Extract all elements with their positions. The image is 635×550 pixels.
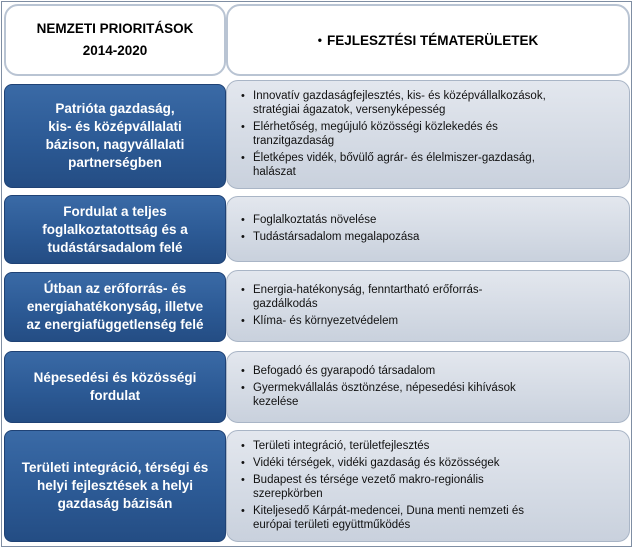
- priority-box: Népesedési és közösségi fordulat: [4, 351, 226, 423]
- topic-item: • Területi integráció, területfejlesztés: [241, 439, 430, 452]
- header-priorities: [4, 4, 226, 76]
- priority-box: Területi integráció, térségi és helyi fejlesztések a helyi gazdaság bázisán: [4, 430, 226, 542]
- header-topics: [226, 4, 630, 76]
- header-priorities-period: 2014-2020: [82, 43, 148, 58]
- topic-item: • Befogadó és gyarapodó társadalom: [241, 364, 436, 377]
- topic-item: • Gyermekvállalás ösztönzése, népesedési kihívások kezelése: [241, 381, 516, 408]
- topic-item: • Foglalkoztatás növelése: [241, 213, 377, 226]
- topic-item: • Klíma- és környezetvédelem: [241, 314, 399, 327]
- priority-box: Fordulat a teljes foglalkoztatottság és a tudástársadalom felé: [4, 195, 226, 264]
- topic-box: [226, 80, 630, 189]
- topic-box: [226, 351, 630, 423]
- topic-box: [226, 270, 630, 342]
- topic-item: • Elérhetőség, megújuló közösségi közlekedés és tranzitgazdaság: [241, 120, 498, 147]
- header-priorities-title: NEMZETI PRIORITÁSOK: [36, 21, 194, 36]
- header-bullet: •: [317, 33, 322, 47]
- header-topics-title: FEJLESZTÉSI TÉMATERÜLETEK: [326, 32, 539, 48]
- topic-box: [226, 430, 630, 542]
- topic-item: • Életképes vidék, bővülő agrár- és élelmiszer-gazdaság, halászat: [241, 151, 535, 178]
- topic-item: • Vidéki térségek, vidéki gazdaság és közösségek: [241, 456, 500, 469]
- topic-item: • Kiteljesedő Kárpát-medencei, Duna menti nemzeti és európai területi együttműködés: [241, 504, 525, 531]
- priority-box: Patrióta gazdaság, kis- és középvállalati bázison, nagyvállalati partnerségben: [4, 84, 226, 188]
- topic-box: [226, 196, 630, 262]
- priority-box: Útban az erőforrás- és energiahatékonyság, illetve az energiafüggetlenség felé: [4, 272, 226, 342]
- topic-item: • Energia-hatékonyság, fenntartható erőforrás- gazdálkodás: [241, 283, 483, 310]
- topic-item: • Budapest és térsége vezető makro-regionális szerepkörben: [241, 473, 484, 500]
- topic-item: • Tudástársadalom megalapozása: [241, 230, 420, 243]
- topic-item: • Innovatív gazdaságfejlesztés, kis- és középvállalkozások, stratégiai ágazatok, versenyképesség: [241, 89, 546, 116]
